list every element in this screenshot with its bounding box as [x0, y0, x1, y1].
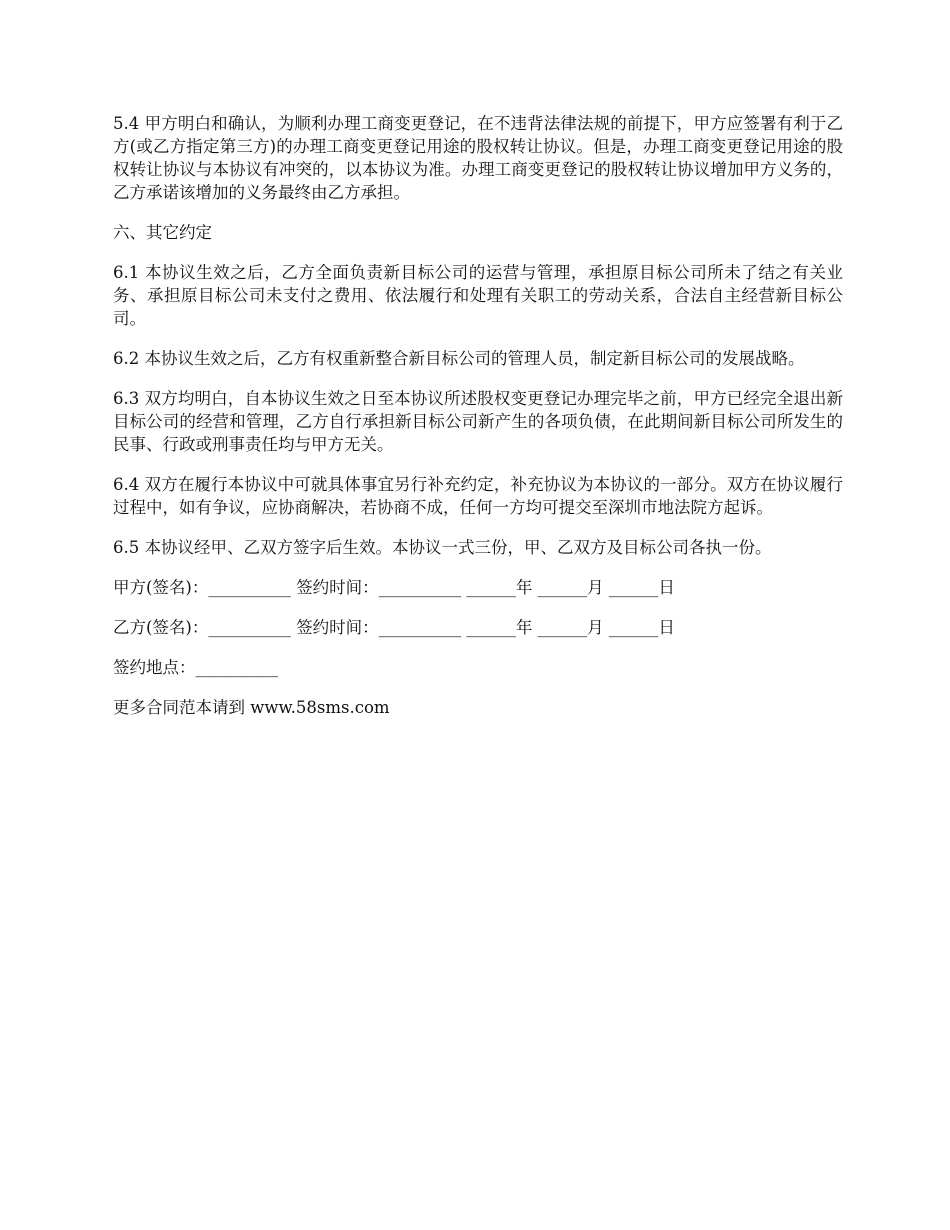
clause-6-1: 6.1 本协议生效之后，乙方全面负责新目标公司的运营与管理，承担原目标公司所未了结之有关业务、承担原目标公司未支付之费用、依法履行和处理有关职工的劳动关系，合法自主经营新目标公司。 — [113, 263, 843, 328]
signature-line-party-b: 乙方(签名)：__________ 签约时间：__________ ______年 ______月 ______日 — [113, 618, 675, 637]
clause-6-4: 6.4 双方在履行本协议中可就具体事宜另行补充约定，补充协议为本协议的一部分。双方在协议履行过程中，如有争议，应协商解决，若协商不成，任何一方均可提交至深圳市地法院方起诉。 — [113, 475, 843, 517]
signature-line-party-a: 甲方(签名)：__________ 签约时间：__________ ______年 ______月 ______日 — [113, 578, 675, 597]
signing-place-line: 签约地点：__________ — [113, 658, 278, 677]
clause-6-3: 6.3 双方均明白，自本协议生效之日至本协议所述股权变更登记办理完毕之前，甲方已经完全退出新目标公司的经营和管理，乙方自行承担新目标公司新产生的各项负债，在此期间新目标公司所发生的民事、行政或刑事责任均与甲方无关。 — [113, 389, 843, 454]
clause-5-4: 5.4 甲方明白和确认，为顺利办理工商变更登记，在不违背法律法规的前提下，甲方应签署有利于乙方(或乙方指定第三方)的办理工商变更登记用途的股权转让协议。但是，办理工商变更登记用途的股权转让协议与本协议有冲突的，以本协议为准。办理工商变更登记的股权转让协议增加甲方义务的，乙方承诺该增加的义务最终由乙方承担。 — [113, 114, 843, 202]
section-heading-other-terms: 六、其它约定 — [113, 223, 212, 242]
footer-note: 更多合同范本请到 www.58sms.com — [113, 698, 390, 717]
clause-6-5: 6.5 本协议经甲、乙双方签字后生效。本协议一式三份，甲、乙双方及目标公司各执一份。 — [113, 538, 772, 557]
document-page — [113, 112, 843, 719]
clause-6-2: 6.2 本协议生效之后，乙方有权重新整合新目标公司的管理人员，制定新目标公司的发展战略。 — [113, 349, 805, 368]
